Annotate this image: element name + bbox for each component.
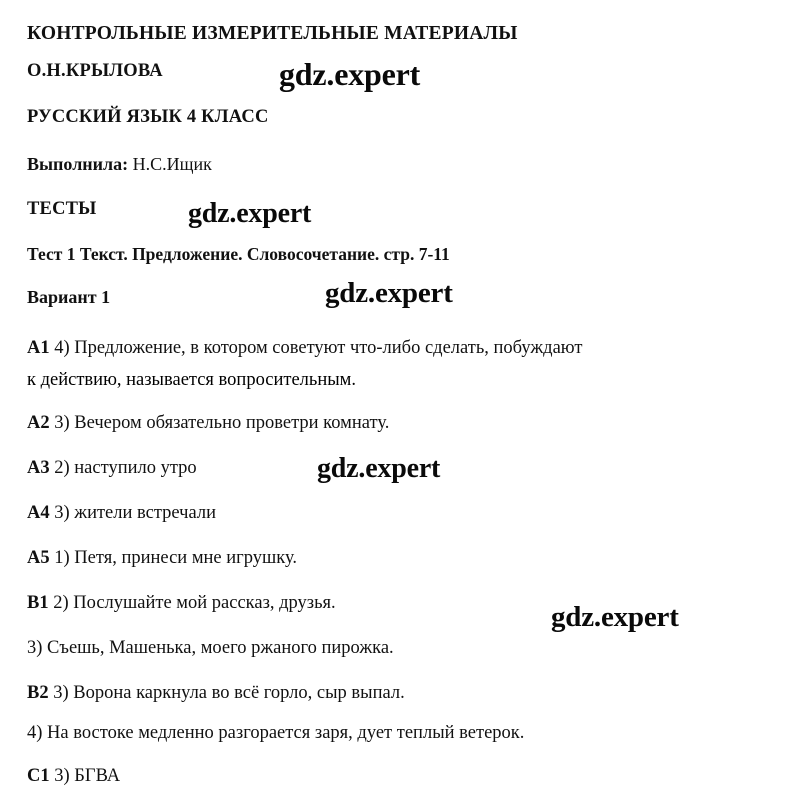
answer-text: 3) Ворона каркнула во всё горло, сыр выпал.	[53, 683, 405, 703]
answer-text: 4) На востоке медленно разгорается заря, дует теплый ветерок.	[27, 723, 525, 743]
answer-row	[27, 724, 524, 743]
answer-code: B1	[27, 593, 54, 613]
watermark-gdz-expert: gdz.expert	[279, 56, 421, 92]
answer-row	[27, 684, 405, 703]
answer-row	[27, 414, 389, 433]
answer-text: 1) Петя, принеси мне игрушку.	[54, 548, 297, 568]
answer-row	[27, 639, 394, 658]
answer-row	[27, 549, 297, 568]
watermark-gdz-expert: gdz.expert	[188, 198, 312, 229]
test-title: Тест 1 Текст. Предложение. Словосочетание. стр. 7-11	[27, 244, 450, 264]
answer-row	[27, 594, 336, 613]
answer-code: A3	[27, 458, 55, 478]
answer-text: 4) Предложение, в котором советуют что-либо сделать, побуждают	[54, 338, 583, 358]
section-heading-tests: ТЕСТЫ	[27, 199, 97, 219]
answer-text: 3) БГВА	[54, 766, 121, 786]
answer-text: 3) Вечером обязательно проветри комнату.	[54, 413, 390, 433]
answer-row	[27, 339, 582, 358]
document-subject: РУССКИЙ ЯЗЫК 4 КЛАСС	[27, 107, 269, 127]
watermark-gdz-expert: gdz.expert	[325, 277, 453, 309]
answer-text-continuation: к действию, называется вопросительным.	[27, 370, 357, 390]
answer-text: 2) наступило утро	[54, 458, 197, 478]
answer-text: 3) Съешь, Машенька, моего ржаного пирожка.	[27, 638, 394, 658]
answer-code: A5	[27, 548, 55, 568]
variant-label: Вариант 1	[27, 287, 111, 307]
answer-code: A4	[27, 503, 55, 523]
answer-code: A2	[27, 413, 55, 433]
performed-by-label: Выполнила:	[27, 154, 129, 174]
answer-code: A1	[27, 338, 55, 358]
answer-text: 3) жители встречали	[54, 503, 216, 523]
answer-code: C1	[27, 766, 55, 786]
performed-by-row	[27, 155, 212, 173]
performed-by-value: Н.С.Ищик	[132, 154, 212, 174]
answer-row	[27, 504, 216, 523]
answer-text: 2) Послушайте мой рассказ, друзья.	[53, 593, 336, 613]
document-author: О.Н.КРЫЛОВА	[27, 61, 163, 81]
answer-row	[27, 459, 197, 478]
answer-row	[27, 767, 120, 786]
watermark-gdz-expert: gdz.expert	[551, 601, 679, 633]
document-title: КОНТРОЛЬНЫЕ ИЗМЕРИТЕЛЬНЫЕ МАТЕРИАЛЫ	[27, 23, 518, 44]
answer-code: B2	[27, 683, 54, 703]
watermark-gdz-expert: gdz.expert	[317, 453, 441, 484]
